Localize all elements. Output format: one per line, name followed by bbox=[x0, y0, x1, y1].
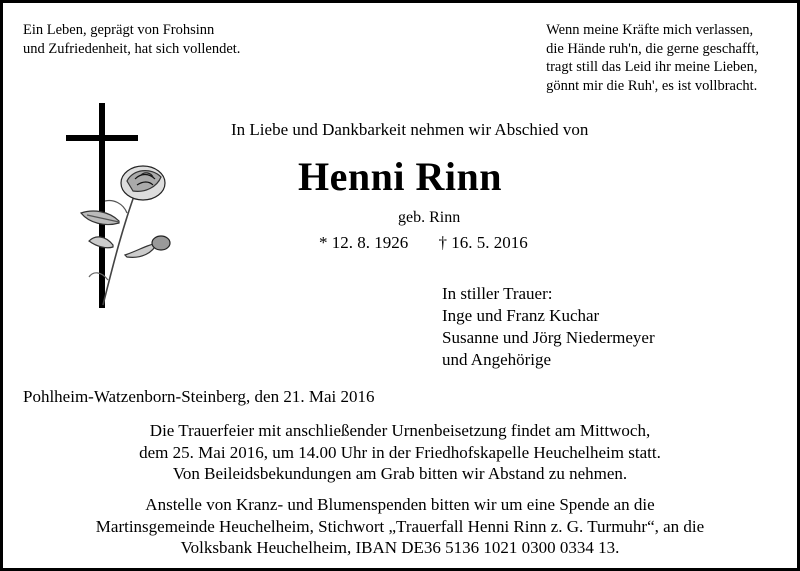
quote-left-line: Ein Leben, geprägt von Frohsinn bbox=[23, 22, 215, 38]
place-date: Pohlheim-Watzenborn-Steinberg, den 21. Mai 2016 bbox=[23, 387, 375, 406]
quote-left-line: und Zufriedenheit, hat sich vollendet. bbox=[23, 40, 241, 57]
death-date: † 16. 5. 2016 bbox=[438, 233, 528, 252]
maiden-name: geb. Rinn bbox=[398, 209, 461, 226]
mourner-line: Inge und Franz Kuchar bbox=[442, 306, 600, 325]
ceremony-paragraph bbox=[3, 420, 797, 485]
quote-right-line: gönnt mir die Ruh', es ist vollbracht. bbox=[546, 77, 758, 94]
donation-line: Martinsgemeinde Heuchelheim, Stichwort „Trauerfall Henni Rinn z. G. Turmuhr“, an die bbox=[95, 516, 705, 536]
quote-right-line: die Hände ruh'n, die gerne geschafft, bbox=[546, 40, 759, 57]
ceremony-line: dem 25. Mai 2016, um 14.00 Uhr in der Friedhofskapelle Heuchelheim statt. bbox=[139, 442, 661, 462]
quote-right-line: tragt still das Leid ihr meine Lieben, bbox=[546, 59, 758, 75]
cross-and-rose bbox=[53, 95, 188, 315]
birth-date: * 12. 8. 1926 bbox=[319, 233, 409, 252]
cross-icon bbox=[66, 103, 138, 308]
life-dates bbox=[319, 233, 528, 253]
deceased-name: Henni Rinn bbox=[298, 154, 502, 199]
mourners-list bbox=[442, 283, 655, 371]
ceremony-line: Von Beileidsbekundungen am Grab bitten wir Abstand zu nehmen. bbox=[172, 464, 628, 483]
quote-right bbox=[546, 21, 759, 95]
quote-right-line: Wenn meine Kräfte mich verlassen, bbox=[546, 22, 754, 38]
mourner-line: und Angehörige bbox=[442, 350, 552, 369]
quote-left bbox=[23, 21, 240, 58]
donation-line: Volksbank Heuchelheim, IBAN DE36 5136 1021 0300 0334 13. bbox=[180, 538, 620, 557]
obituary-notice bbox=[3, 3, 797, 568]
donation-line: Anstelle von Kranz- und Blumenspenden bitten wir um eine Spende an die bbox=[145, 495, 655, 514]
donation-paragraph bbox=[3, 494, 797, 559]
mourner-line: In stiller Trauer: bbox=[442, 284, 553, 303]
ceremony-line: Die Trauerfeier mit anschließender Urnenbeisetzung findet am Mittwoch, bbox=[149, 421, 651, 440]
mourner-line: Susanne und Jörg Niedermeyer bbox=[442, 328, 655, 347]
intro-text: In Liebe und Dankbarkeit nehmen wir Abschied von bbox=[231, 120, 589, 139]
